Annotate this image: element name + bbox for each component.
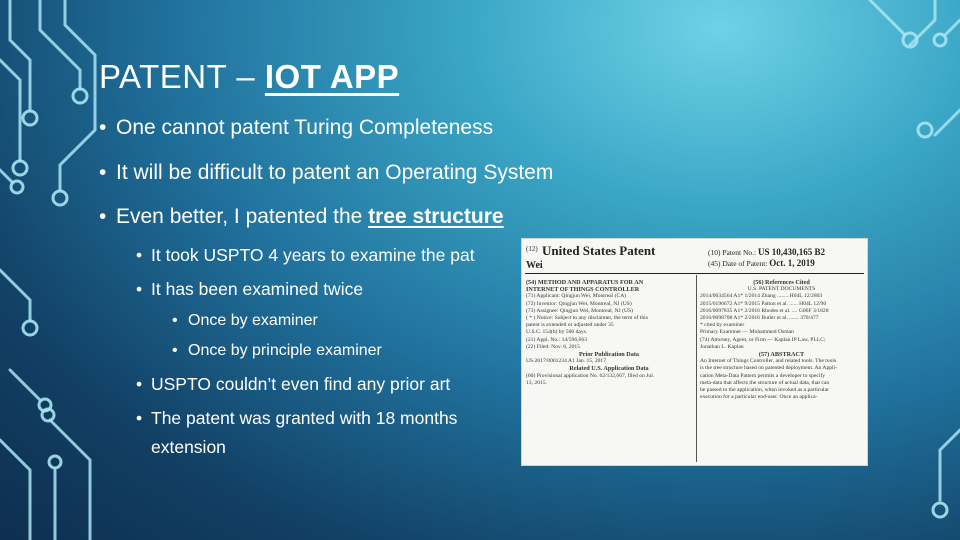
slide-title-prefix: PATENT –: [99, 58, 265, 95]
slide-title: [99, 58, 399, 96]
sub-bullet-text: extension: [151, 437, 226, 457]
bullet-marker: •: [99, 161, 107, 184]
patent-column-divider: [696, 275, 697, 462]
patent-line: cation Meta-Data Pattern permits a developer to specify: [700, 372, 826, 379]
bullet-text-prefix: Even better, I patented the: [116, 205, 369, 228]
patent-line: U.S. PATENT DOCUMENTS: [747, 286, 816, 293]
patent-document-image: [521, 238, 868, 466]
patent-date: Oct. 1, 2019: [769, 258, 815, 268]
patent-line: (72) Inventor: Qingjun Wei, Montreal, NJ (US): [526, 300, 632, 307]
patent-line: 2014/0034564 A1* 1/2014 Zhang ........ H04L 12/2803: [700, 293, 823, 300]
bullet-marker: •: [136, 279, 143, 299]
patent-no-label: (10) Patent No.:: [708, 248, 757, 257]
bullet-item: [99, 161, 553, 185]
patent-line: Prior Publication Data: [578, 351, 640, 359]
patent-line: U.S.C. 154(b) by 506 days.: [526, 329, 588, 336]
bullet-text: [116, 205, 504, 228]
sub-sub-bullet-text: Once by principle examiner: [188, 342, 382, 359]
patent-line: 2015/0196672 A1* 9/2015 Patton et al. ...... H04L 12/90: [700, 300, 827, 307]
patent-right-column: [700, 279, 863, 401]
sub-bullet-item: [136, 374, 450, 395]
patent-line: Jonathan L. Kaplan: [700, 343, 744, 350]
patent-line: (74) Attorney, Agent, or Firm — Kaplan IP Law, PLLC;: [700, 336, 826, 343]
patent-line: * cited by examiner: [700, 322, 745, 329]
bullet-marker: •: [99, 116, 107, 139]
patent-office: United States Patent: [542, 243, 656, 258]
patent-line: (21) Appl. No.: 14/596,663: [526, 336, 587, 343]
sub-bullet-item: [136, 279, 363, 300]
bullet-text: One cannot patent Turing Completeness: [116, 116, 494, 139]
sub-bullet-text: USPTO couldn’t even find any prior art: [151, 374, 451, 394]
patent-number: US 10,430,165 B2: [758, 247, 826, 257]
bullet-marker: •: [172, 342, 178, 359]
sub-sub-bullet-item: [172, 342, 382, 360]
bullet-marker: •: [99, 205, 107, 228]
patent-line: (56) References Cited: [753, 279, 810, 286]
bullet-marker: •: [136, 374, 143, 394]
patent-line: is the tree structure based on patented deployment. An Appli-: [700, 365, 838, 372]
sub-bullet-item: [136, 408, 457, 429]
patent-line: (60) Provisional application No. 62/132,667, filed on Jul.: [526, 372, 655, 379]
sub-sub-bullet-text: Once by examiner: [188, 312, 318, 329]
patent-inventor-short: Wei: [526, 260, 543, 271]
patent-line: 13, 2015.: [526, 379, 547, 386]
bullet-marker: •: [136, 245, 143, 265]
slide-title-emphasis: IOT APP: [264, 58, 400, 95]
bullet-item: [99, 205, 504, 229]
patent-line: be passed to the application, when invoked as a particular: [700, 387, 829, 394]
patent-line: US 2017/0001234 A1 Jan. 15, 2017: [526, 358, 607, 365]
bullet-text-emphasis: tree structure: [368, 205, 504, 228]
patent-line: (22) Filed: Nov. 6, 2015: [526, 343, 581, 350]
patent-line: Primary Examiner — Mohammed Osman: [700, 329, 794, 336]
sub-bullet-continuation: [136, 437, 226, 458]
patent-date-label: (45) Date of Patent:: [708, 259, 768, 268]
patent-code: (12): [526, 245, 538, 253]
patent-line: 2016/0098708 A1* 2/2016 Butler et al. ....... 370/477: [700, 315, 819, 322]
sub-bullet-item: [136, 245, 475, 266]
patent-line: ( * ) Notice: Subject to any disclaimer, the term of this: [526, 315, 648, 322]
patent-header-rule: [525, 273, 864, 274]
sub-sub-bullet-item: [172, 312, 318, 330]
patent-left-column: [526, 279, 692, 387]
bullet-marker: •: [172, 312, 178, 329]
patent-line: (71) Applicant: Qingjun Wei, Montreal (CA): [526, 293, 627, 300]
patent-line: patent is extended or adjusted under 35: [526, 322, 614, 329]
patent-line: (73) Assignee: Qingjun Wei, Montreal, NJ (US): [526, 307, 633, 314]
bullet-text: It will be difficult to patent an Operating System: [116, 161, 554, 184]
patent-line: 2016/0097835 A1* 2/2016 Rhodes et al. .... G06F 3/1828: [700, 307, 829, 314]
patent-line: (54) METHOD AND APPARATUS FOR AN: [526, 279, 644, 286]
patent-line: execution for a particular end-user. Once an applica-: [700, 394, 818, 401]
patent-line: meta-data that affects the structure of actual data, that can: [700, 379, 830, 386]
sub-bullet-text: It took USPTO 4 years to examine the pat: [151, 245, 475, 265]
sub-bullet-text: The patent was granted with 18 months: [151, 408, 458, 428]
patent-line: INTERNET OF THINGS CONTROLLER: [526, 286, 640, 294]
bullet-marker: •: [136, 408, 143, 428]
patent-line: An Internet of Things Controller, and related tools. The tools: [700, 358, 837, 365]
patent-header-right: [708, 247, 825, 269]
bullet-item: [99, 116, 493, 140]
patent-line: Related U.S. Application Data: [569, 365, 649, 373]
sub-bullet-text: It has been examined twice: [151, 279, 364, 299]
patent-line: (57) ABSTRACT: [758, 351, 805, 359]
